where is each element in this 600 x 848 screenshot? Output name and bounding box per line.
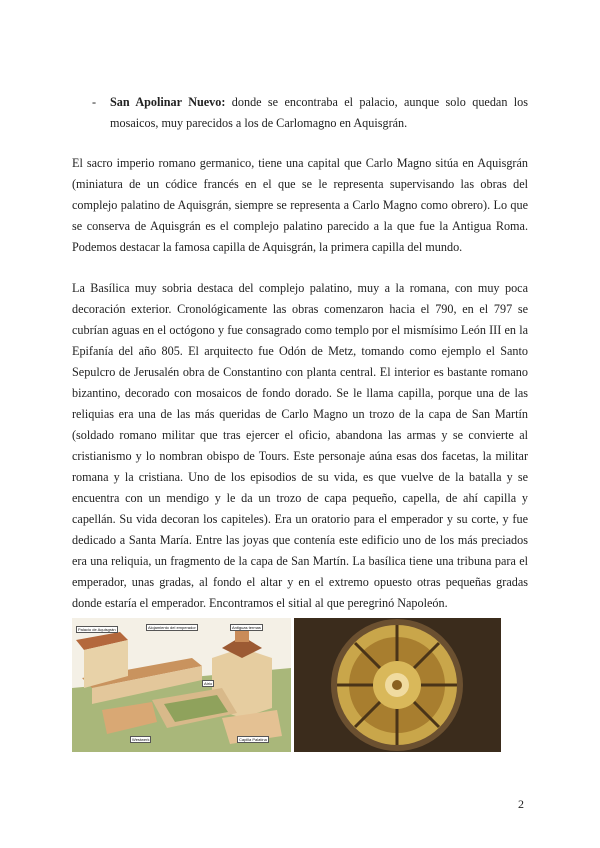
palatine-complex-illustration [72,618,291,752]
dome-image [294,618,501,752]
bullet-text [110,92,528,134]
chapel-dome-photo [294,618,501,752]
figure-label: Palacio de Aquisgrán [78,627,116,632]
figure-label: Atrio [204,681,213,686]
figure-label: Capilla Palatina [239,737,267,742]
figure-label: Westwerk [132,737,150,742]
bullet-dash: - [92,95,97,109]
bullet-item [92,92,528,134]
figure-label: Alojamiento del emperador [148,625,196,630]
page-number: 2 [518,797,524,811]
paragraph-basilica: La Basílica muy sobria destaca del complejo palatino, muy a la romana, con muy poca decoración exterior. Cronológicamente las obras comenzaron hacia el 790, en el 797 se cubrían aguas en el octógono y fue consagrado como templo por el mismísimo León III en la Epifanía del año 805. El arquitecto fue Odón de Metz, tomando como ejemplo el Santo Sepulcro de Jerusalén obra de Constantino con planta central. El interior es bastante romano bizantino, decorado con mosaicos de fondo dorado. Se le llama capilla, porque una de las reliquias era una de las más queridas de Carlo Magno un trozo de la capa de San Martín (soldado romano militar que tras ejercer el oficio, abandona las armas y se convierte al cristianismo y lo nombran obispo de Tours. Este personaje aúna esas dos facetas, la militar romana y la cristiana. Uno de los episodios de su vida, es que vuelve de la batalla y se encuentra con un mendigo y le da un trozo de capa pequeño, capella, de ahí capilla y capellán. Su vida decoran los capiteles). Era un oratorio para el emperador y su corte, y fue dedicado a Santa María. Entre las joyas que contenía este edificio uno de los más preciados era una reliquia, un fragmento de la capa de San Martín. La basílica tiene una tribuna para el emperador, unas gradas, al fondo el altar y en el extremo opuesto otras pequeñas gradas donde estaría el emperador. Encontramos el sitial al que peregrinó Napoleón. [72,281,528,610]
paragraph-capital: El sacro imperio romano germanico, tiene una capital que Carlo Magno sitúa en Aquisgrán (miniatura de un códice francés en el que se le representa supervisando las obras del complejo palatino de Aquisgrán, siempre se representa a Carlo Magno como obrero). Lo que se conserva de Aquisgrán es el complejo palatino parecido a la que fue la Antigua Roma. Podemos destacar la famosa capilla de Aquisgrán, la primera capilla del mundo. [72,156,528,254]
figure-label: Antiguas termas [232,625,261,630]
palatine-complex-drawing [72,618,291,752]
bullet-description: donde se encontraba el palacio, aunque solo quedan los mosaicos, muy parecidos a los de Carlomagno en Aquisgrán. [110,95,528,130]
bullet-bold-term: San Apolinar Nuevo: [110,95,226,109]
